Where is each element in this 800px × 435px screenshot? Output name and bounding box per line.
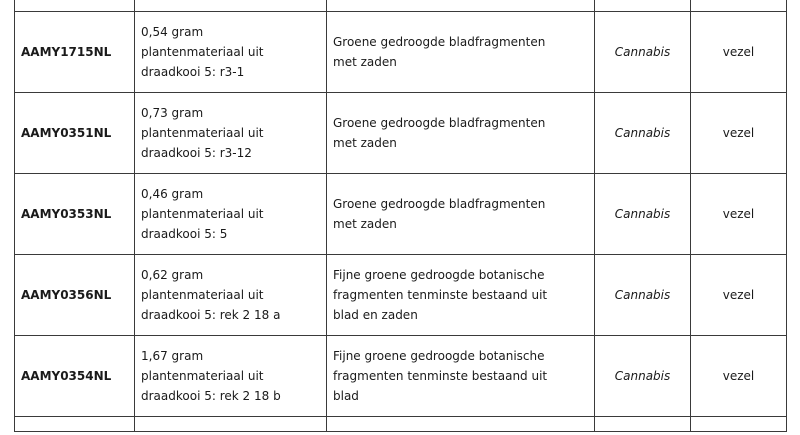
sample-species: Cannabis — [595, 255, 691, 336]
sample-amount: 0,62 gram plantenmateriaal uit draadkooi 5: rek 2 18 a — [135, 255, 327, 336]
sample-amount: 0,54 gram plantenmateriaal uit draadkooi 5: r3-1 — [135, 12, 327, 93]
sample-description: Fijne groene gedroogde botanische fragmenten tenminste bestaand uit blad — [327, 336, 595, 417]
sample-code: AAMY0356NL — [15, 255, 135, 336]
table-row — [15, 12, 787, 93]
table-body — [15, 0, 787, 432]
sample-part: vezel — [691, 336, 787, 417]
table-row — [15, 93, 787, 174]
sample-species: Cannabis — [595, 93, 691, 174]
sample-part: vezel — [691, 93, 787, 174]
table-row — [15, 255, 787, 336]
sample-description: Groene gedroogde bladfragmenten met zaden — [327, 12, 595, 93]
table-row — [15, 336, 787, 417]
sample-part: vezel — [691, 12, 787, 93]
sample-code: AAMY0354NL — [15, 336, 135, 417]
sample-species: Cannabis — [595, 336, 691, 417]
sample-species: Cannabis — [595, 174, 691, 255]
sample-amount: 0,73 gram plantenmateriaal uit draadkooi 5: r3-12 — [135, 93, 327, 174]
table-row-cut-bottom — [15, 417, 787, 432]
sample-description: Fijne groene gedroogde botanische fragmenten tenminste bestaand uit blad en zaden — [327, 255, 595, 336]
sample-amount: 0,46 gram plantenmateriaal uit draadkooi 5: 5 — [135, 174, 327, 255]
sample-description: Groene gedroogde bladfragmenten met zaden — [327, 174, 595, 255]
sample-code: AAMY0353NL — [15, 174, 135, 255]
table-row — [15, 174, 787, 255]
evidence-table — [14, 0, 787, 432]
sample-code: AAMY1715NL — [15, 12, 135, 93]
sample-description: Groene gedroogde bladfragmenten met zaden — [327, 93, 595, 174]
sample-species: Cannabis — [595, 12, 691, 93]
sample-part: vezel — [691, 255, 787, 336]
sample-code: AAMY0351NL — [15, 93, 135, 174]
table-row-cut-top — [15, 0, 787, 12]
sample-amount: 1,67 gram plantenmateriaal uit draadkooi 5: rek 2 18 b — [135, 336, 327, 417]
sample-part: vezel — [691, 174, 787, 255]
